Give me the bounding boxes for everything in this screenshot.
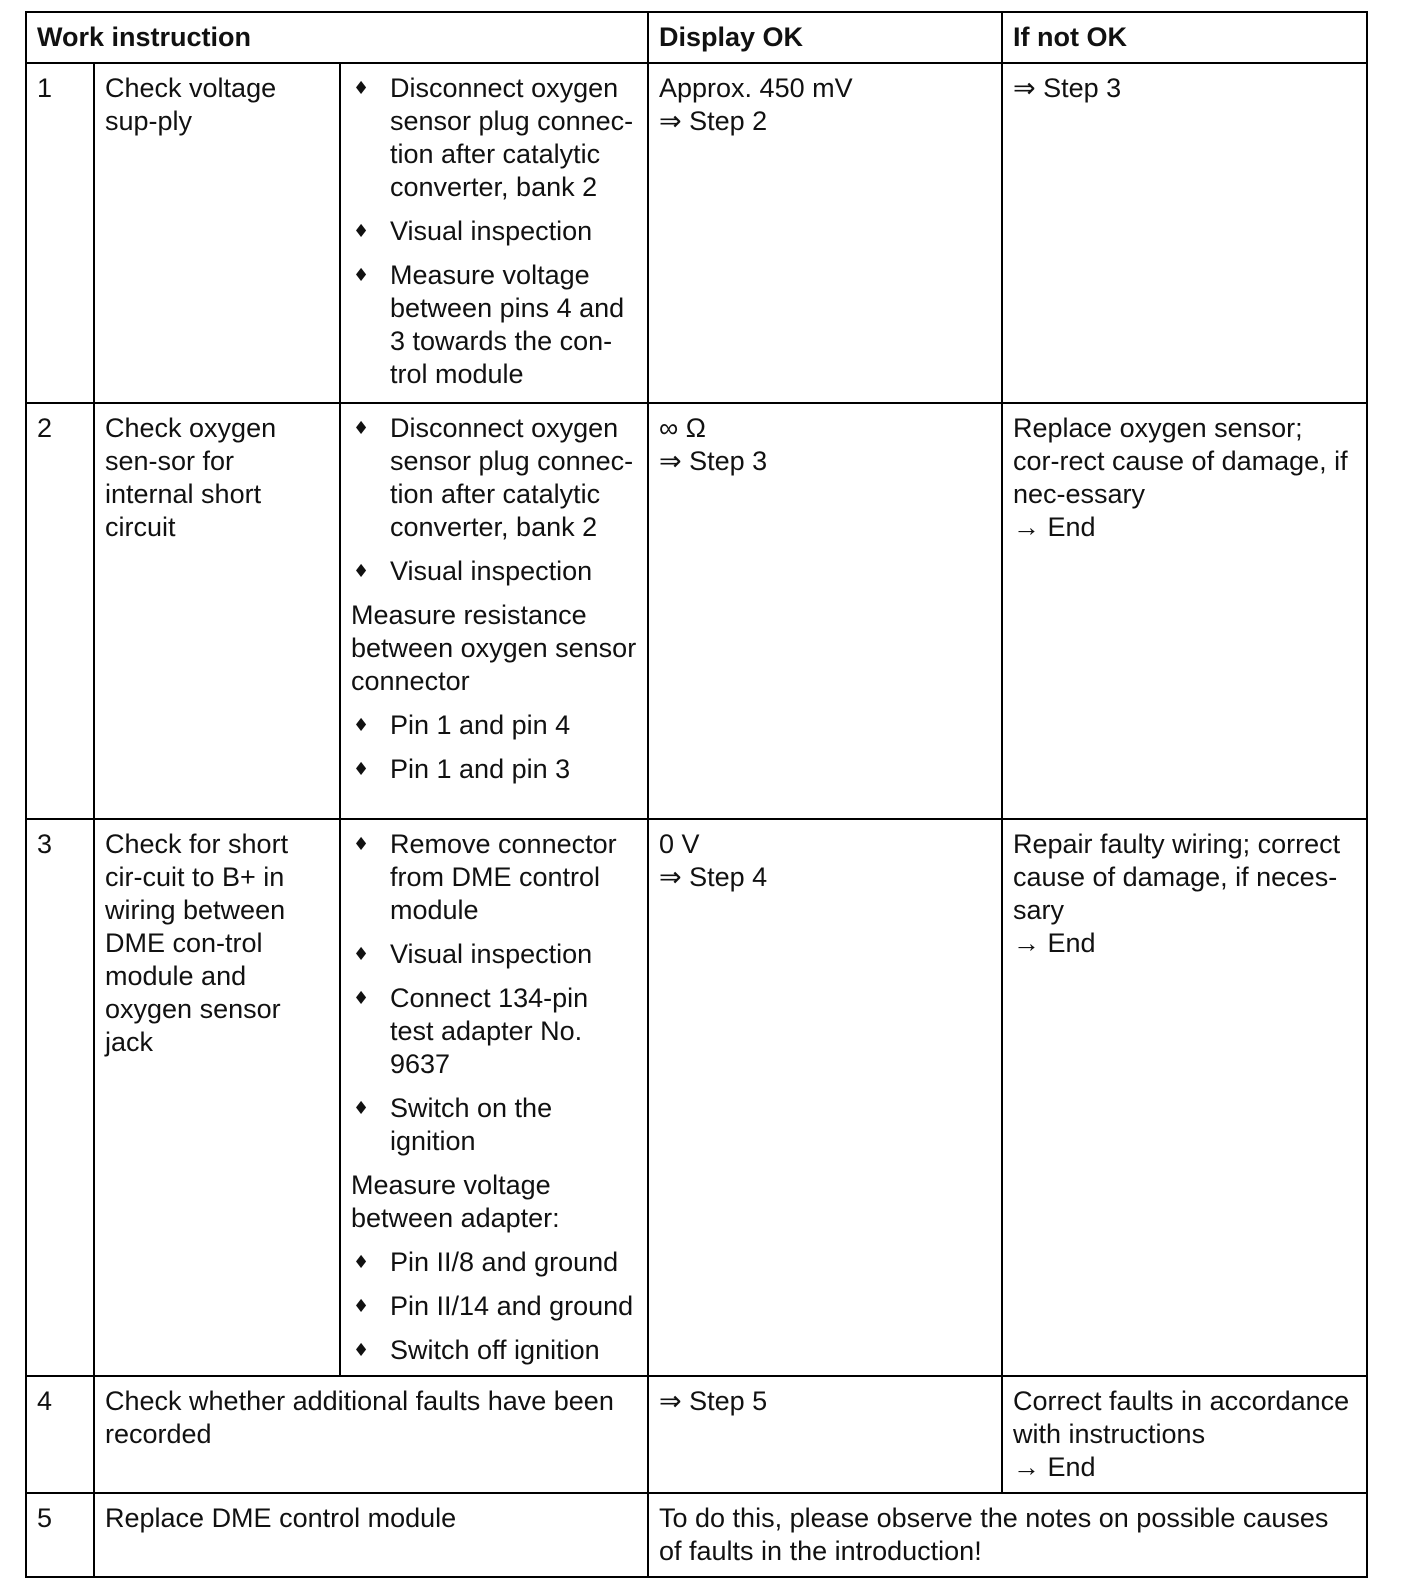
table-row	[26, 403, 1367, 819]
if-not-ok-text: Replace oxygen sensor; cor-rect cause of damage, if nec-essary	[1013, 413, 1348, 509]
step-title: Replace DME control module	[94, 1493, 648, 1577]
step-number: 5	[26, 1493, 94, 1577]
list-item: ♦ Disconnect oxygen sensor plug connec-tion after catalytic converter, bank 2	[351, 72, 637, 204]
if-not-ok-text: Repair faulty wiring; correct cause of damage, if neces-sary	[1013, 829, 1341, 925]
table-row	[26, 63, 1367, 403]
header-work-instruction: Work instruction	[26, 12, 648, 63]
list-item: ♦ Disconnect oxygen sensor plug connec-tion after catalytic converter, bank 2	[351, 412, 637, 544]
step-title: Check whether additional faults have been recorded	[94, 1376, 648, 1493]
list-item: ♦ Switch on the ignition	[351, 1092, 637, 1158]
header-if-not-ok: If not OK	[1002, 12, 1367, 63]
if-not-ok-text: Correct faults in accordance with instructions	[1013, 1386, 1350, 1449]
if-not-ok-cell	[1002, 819, 1367, 1376]
list-item: ♦ Switch off ignition	[351, 1334, 637, 1367]
step-number: 3	[26, 819, 94, 1376]
display-ok-cell	[648, 63, 1002, 403]
instruction-note: Measure resistance between oxygen sensor connector	[351, 600, 637, 696]
display-ok-next: ⇒ Step 4	[659, 862, 768, 892]
if-not-ok-cell	[1002, 1376, 1367, 1493]
table-row	[26, 819, 1367, 1376]
step-note: To do this, please observe the notes on possible causes of faults in the introduction!	[648, 1493, 1367, 1577]
step-title: Check oxygen sen-sor for internal short circuit	[94, 403, 340, 819]
list-item: ♦ Pin 1 and pin 3	[351, 753, 637, 786]
if-not-ok-next: → End	[1013, 928, 1096, 958]
display-ok-value: Approx. 450 mV	[659, 73, 853, 103]
if-not-ok-next: → End	[1013, 1452, 1096, 1482]
list-item: ♦ Remove connector from DME control module	[351, 828, 637, 927]
list-item: ♦ Visual inspection	[351, 555, 637, 588]
display-ok-next: ⇒ Step 2	[659, 106, 768, 136]
step-number: 1	[26, 63, 94, 403]
list-item: ♦ Visual inspection	[351, 938, 637, 971]
instruction-note: Measure voltage between adapter:	[351, 1170, 560, 1233]
display-ok-cell	[648, 819, 1002, 1376]
step-number: 2	[26, 403, 94, 819]
list-item: ♦ Visual inspection	[351, 215, 637, 248]
list-item: ♦ Pin II/8 and ground	[351, 1246, 637, 1279]
bullet-list	[351, 709, 637, 786]
table-header-row	[26, 12, 1367, 63]
work-instruction-table	[25, 11, 1368, 1578]
step-title: Check voltage sup-ply	[94, 63, 340, 403]
list-item: ♦ Connect 134-pin test adapter No. 9637	[351, 982, 637, 1081]
if-not-ok-cell	[1002, 63, 1367, 403]
instruction-cell	[340, 819, 648, 1376]
step-title: Check for short cir-cuit to B+ in wiring between DME con-trol module and oxygen sensor jack	[94, 819, 340, 1376]
instruction-cell	[340, 403, 648, 819]
display-ok-value: ∞ Ω	[659, 413, 706, 443]
bullet-list	[351, 412, 637, 588]
list-item: ♦ Measure voltage between pins 4 and 3 towards the con-trol module	[351, 259, 637, 391]
bullet-list	[351, 1246, 637, 1367]
table-row	[26, 1493, 1367, 1577]
if-not-ok-next: → End	[1013, 512, 1096, 542]
list-item: ♦ Pin 1 and pin 4	[351, 709, 637, 742]
header-display-ok: Display OK	[648, 12, 1002, 63]
instruction-cell	[340, 63, 648, 403]
display-ok-next: ⇒ Step 3	[659, 446, 768, 476]
bullet-list	[351, 828, 637, 1158]
step-number: 4	[26, 1376, 94, 1493]
if-not-ok-cell	[1002, 403, 1367, 819]
display-ok-cell	[648, 1376, 1002, 1493]
display-ok-cell	[648, 403, 1002, 819]
display-ok-next: ⇒ Step 5	[659, 1386, 768, 1416]
bullet-list	[351, 72, 637, 391]
display-ok-value: 0 V	[659, 829, 700, 859]
if-not-ok-text: ⇒ Step 3	[1013, 73, 1122, 103]
list-item: ♦ Pin II/14 and ground	[351, 1290, 637, 1323]
table-row	[26, 1376, 1367, 1493]
